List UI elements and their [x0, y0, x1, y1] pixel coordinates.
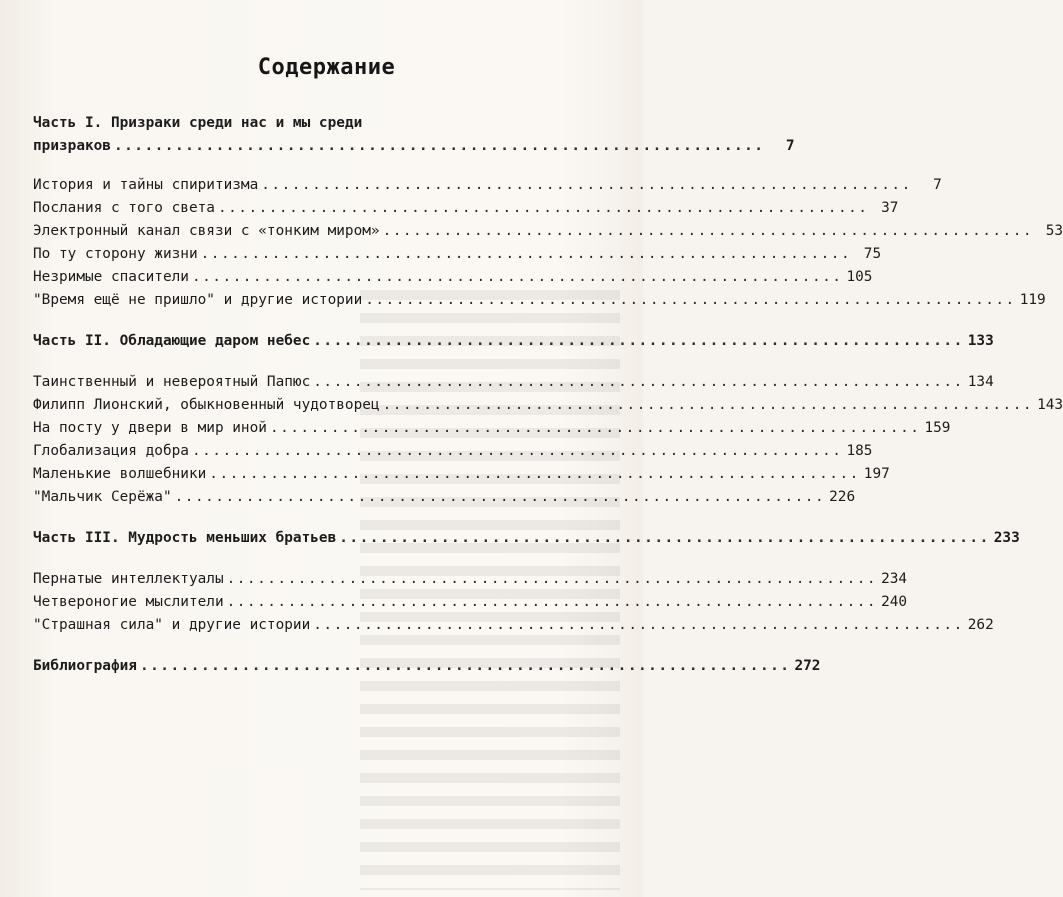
dot-leader: ................................................................	[313, 333, 964, 349]
entry-label: На посту у двери в мир иной	[33, 420, 267, 436]
dot-leader: ................................................................	[226, 594, 878, 610]
part-2-page: 133	[967, 333, 994, 349]
entry-page: 7	[933, 177, 942, 193]
entry-page: 143	[1037, 397, 1063, 413]
entry-label: История и тайны спиритизма	[33, 177, 259, 193]
entry-label: По ту сторону жизни	[33, 246, 198, 262]
entry-page: 75	[863, 246, 882, 262]
dot-leader: ................................................................	[200, 246, 852, 262]
toc-entry	[33, 463, 890, 486]
toc-entry	[33, 614, 994, 637]
toc-entry	[33, 417, 951, 440]
dot-leader: ................................................................	[365, 292, 1016, 308]
entry-page: 105	[846, 269, 873, 285]
bibliography-title: Библиография	[33, 658, 137, 674]
toc-entry	[33, 174, 942, 197]
entry-label: Четвероногие мыслители	[33, 594, 224, 610]
entry-label: "Время ещё не пришло" и другие истории	[33, 292, 363, 308]
dot-leader: ................................................................	[113, 138, 765, 154]
entry-label: Таинственный и невероятный Папюс	[33, 374, 311, 390]
entry-page: 134	[967, 374, 994, 390]
toc-entry	[33, 289, 1046, 312]
toc-entry	[33, 591, 908, 614]
dot-leader: ................................................................	[313, 617, 964, 633]
entry-label: Незримые спасители	[33, 269, 189, 285]
part-1-title-line1: Часть I. Призраки среди нас и мы среди	[33, 115, 363, 131]
dot-leader: ................................................................	[139, 658, 791, 674]
dot-leader: ................................................................	[191, 443, 843, 459]
toc-entry	[33, 266, 873, 289]
part-3-entry	[33, 527, 1020, 550]
entry-label: Электронный канал связи с «тонким миром»	[33, 223, 380, 239]
entry-label: Маленькие волшебники	[33, 466, 207, 482]
part-1-entry	[33, 135, 795, 158]
entry-label: Пернатые интеллектуалы	[33, 571, 224, 587]
entry-page: 37	[881, 200, 899, 216]
entry-label: "Мальчик Серёжа"	[33, 489, 172, 505]
dot-leader: ................................................................	[174, 489, 826, 505]
dot-leader: ................................................................	[382, 223, 1034, 239]
dot-leader: ................................................................	[313, 374, 964, 390]
bibliography-page: 272	[794, 658, 821, 674]
toc-entry	[33, 197, 899, 220]
part-2-entry	[33, 330, 994, 353]
part-3-title: Часть III. Мудрость меньших братьев	[33, 530, 337, 546]
entry-page: 240	[881, 594, 908, 610]
entry-page: 185	[846, 443, 873, 459]
table-of-contents	[33, 112, 1063, 678]
part-2-title: Часть II. Обладающие даром небес	[33, 333, 311, 349]
toc-entry	[33, 440, 873, 463]
entry-page: 262	[967, 617, 994, 633]
toc-entry	[33, 371, 994, 394]
dot-leader: ................................................................	[261, 177, 912, 193]
dot-leader: ................................................................	[226, 571, 878, 587]
entry-label: "Страшная сила" и другие истории	[33, 617, 311, 633]
toc-entry	[33, 243, 882, 266]
bibliography-entry	[33, 655, 821, 678]
dot-leader: ................................................................	[339, 530, 990, 546]
entry-label: Послания с того света	[33, 200, 215, 216]
entry-page: 226	[829, 489, 856, 505]
dot-leader: ................................................................	[217, 200, 869, 216]
toc-entry	[33, 568, 908, 591]
dot-leader: ................................................................	[191, 269, 843, 285]
part-1-title-line2: призраков	[33, 138, 111, 154]
toc-entry	[33, 394, 1063, 417]
entry-page: 159	[924, 420, 951, 436]
dot-leader: ................................................................	[209, 466, 860, 482]
part-1-page: 7	[785, 138, 795, 154]
entry-page: 234	[881, 571, 908, 587]
entry-label: Глобализация добра	[33, 443, 189, 459]
entry-label: Филипп Лионский, обыкновенный чудотворец	[33, 397, 380, 413]
toc-entry	[33, 220, 1063, 243]
entry-page: 53	[1045, 223, 1063, 239]
toc-entry	[33, 486, 856, 509]
page-title: Содержание	[257, 55, 396, 80]
part-3-page: 233	[993, 530, 1020, 546]
dot-leader: ................................................................	[269, 420, 921, 436]
entry-page: 119	[1019, 292, 1046, 308]
dot-leader: ................................................................	[382, 397, 1034, 413]
entry-page: 197	[863, 466, 890, 482]
